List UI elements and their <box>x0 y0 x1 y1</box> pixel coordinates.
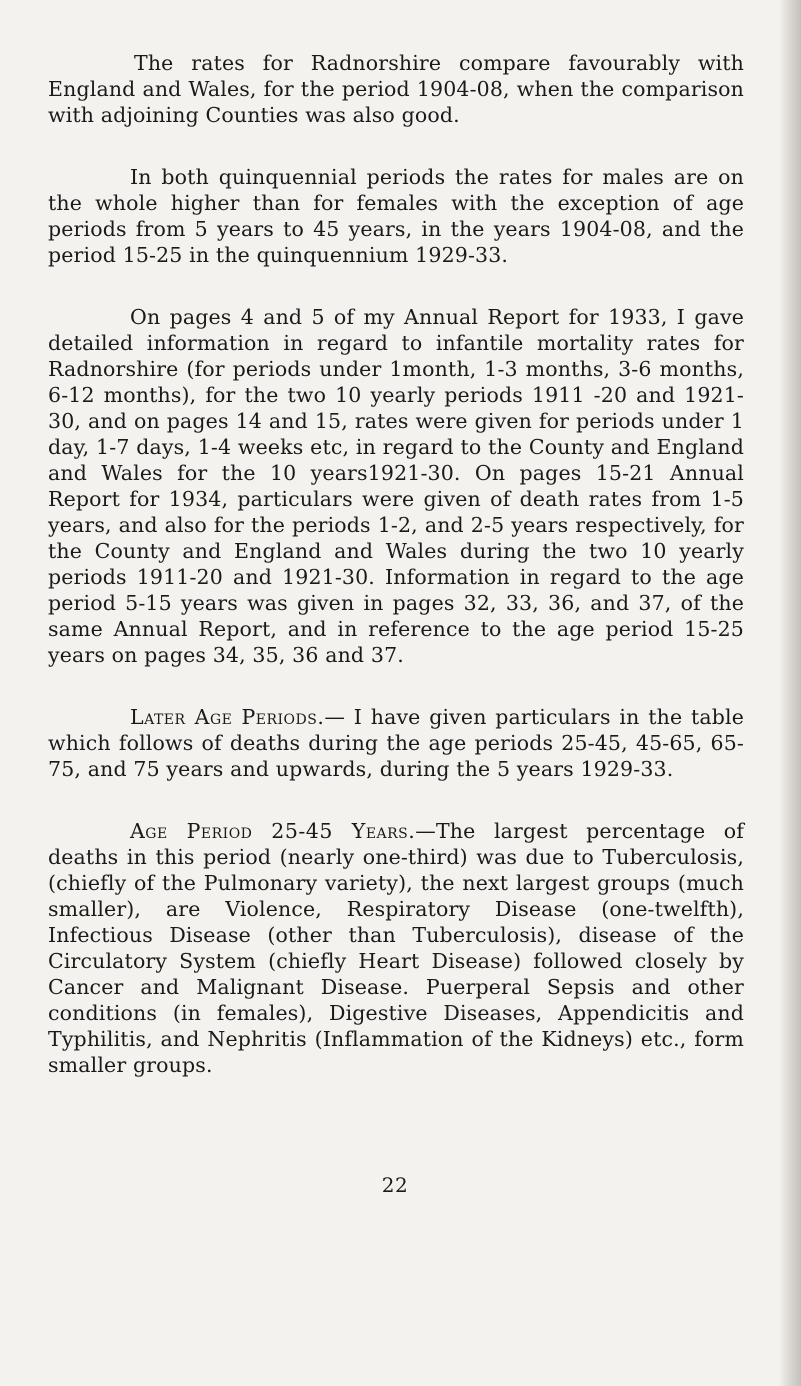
paragraph-age-period-25-45 <box>48 818 744 1078</box>
section-heading-age-period-25-45: Age Period 25-45 Years. <box>130 819 416 843</box>
paragraph-quinquennial-periods: In both quinquennial periods the rates for males are on the whole higher than for females with the exception of age periods from 5 years to 45 years, in the years 1904-08, and the period 15-25 in the quinquennium 1929-33. <box>48 165 744 267</box>
paragraph-later-age-periods <box>48 704 744 782</box>
later-age-periods-body: — I have given particulars in the table which follows of deaths during the age periods 25-45, 45-65, 65-75, and 75 years and upwards, during the 5 years 1929-33. <box>48 705 744 781</box>
page-edge-shadow <box>779 0 801 1386</box>
age-period-25-45-body: —The largest percentage of deaths in this period (nearly one-third) was due to Tuberculosis, (chiefly of the Pulmonary variety), the next largest groups (much smaller), are Violence, Respiratory Disease (one-twelfth), Infectious Disease (other than Tuberculosis), disease of the Circulatory System (chiefly Heart Disease) followed closely by Cancer and Malignant Disease. Puerperal Sepsis and other conditions (in females), Digestive Diseases, Appendicitis and Typhilitis, and Nephritis (Inflammation of the Kidneys) etc., form smaller groups. <box>48 819 744 1077</box>
paragraph-radnorshire-rates: The rates for Radnorshire compare favourably with England and Wales, for the period 1904-08, when the comparison with adjoining Counties was also good. <box>48 51 744 127</box>
paragraph-annual-report-references: On pages 4 and 5 of my Annual Report for 1933, I gave detailed information in regard to infantile mortality rates for Radnorshire (for periods under 1month, 1-3 months, 3-6 months, 6-12 months), for the two 10 yearly periods 1911 -20 and 1921-30, and on pages 14 and 15, rates were given for periods under 1 day, 1-7 days, 1-4 weeks etc, in regard to the County and England and Wales for the 10 years1921-30. On pages 15-21 Annual Report for 1934, particulars were given of death rates from 1-5 years, and also for the periods 1-2, and 2-5 years respectively, for the County and England and Wales during the two 10 yearly periods 1911-20 and 1921-30. Information in regard to the age period 5-15 years was given in pages 32, 33, 36, and 37, of the same Annual Report, and in reference to the age period 15-25 years on pages 34, 35, 36 and 37. <box>48 305 744 667</box>
text-column <box>48 50 744 1114</box>
page-number: 22 <box>381 1173 409 1197</box>
section-heading-later-age-periods: Later Age Periods. <box>130 705 325 729</box>
